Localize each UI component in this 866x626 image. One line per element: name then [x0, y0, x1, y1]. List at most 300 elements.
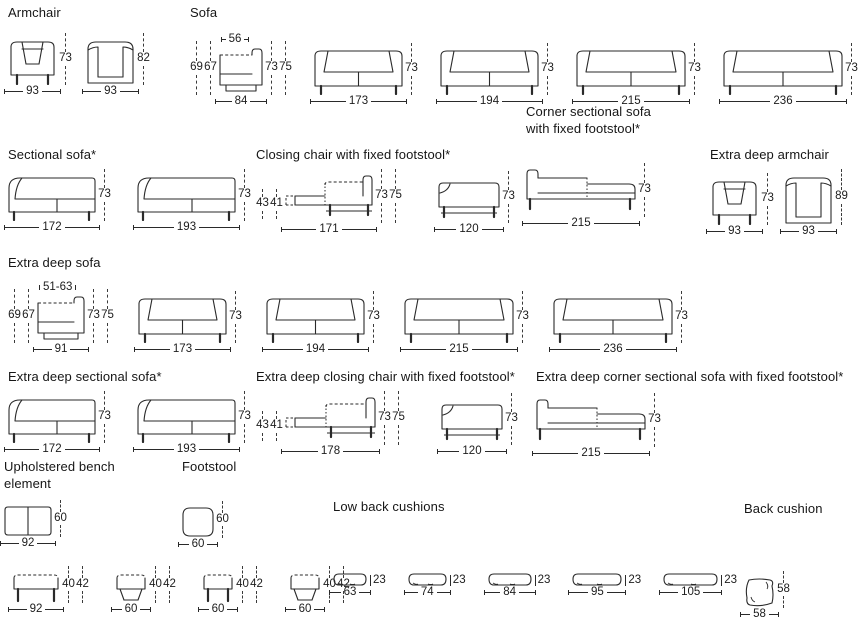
figure-drawing-col	[8, 39, 57, 98]
drawing-sofa_side	[37, 295, 85, 343]
dim-line	[42, 91, 60, 92]
height-dimension	[163, 566, 176, 603]
figure-drawing-col	[285, 175, 373, 236]
figure-drawing-col	[526, 169, 636, 230]
dim-line	[112, 609, 122, 610]
dim-line	[569, 592, 588, 593]
dim-value: 75	[389, 189, 402, 202]
dim-extension-line	[93, 323, 94, 343]
figure-stool_front_trap	[115, 566, 176, 616]
figure-armchair_face	[784, 169, 848, 238]
dim-value: 178	[320, 444, 341, 457]
dim-right	[367, 291, 380, 343]
height-dimension	[59, 33, 72, 85]
dim-line	[359, 592, 370, 593]
dim-extension-line	[262, 211, 263, 219]
dim-top	[221, 33, 249, 46]
figure-main	[314, 43, 418, 108]
dim-end-tick	[517, 347, 518, 352]
figure-drawing-col	[137, 175, 236, 234]
dim-value: 215	[571, 216, 591, 229]
dim-extension-line	[242, 591, 243, 603]
dim-right	[54, 500, 67, 537]
dim-extension-line	[547, 76, 548, 95]
dim-extension-line	[783, 571, 784, 583]
dim-bottom	[0, 537, 56, 550]
figure-main	[663, 573, 737, 599]
height-dimension	[137, 33, 150, 85]
dim-end-tick	[88, 347, 89, 352]
figure-row	[744, 571, 823, 621]
figure-row	[12, 566, 350, 616]
dim-value: 75	[392, 411, 405, 424]
figure-main	[256, 391, 405, 458]
dim-right	[265, 41, 292, 95]
dim-extension-line	[547, 43, 548, 62]
dim-line	[594, 223, 639, 224]
dim-extension-line	[411, 43, 412, 62]
dim-bottom	[404, 586, 451, 599]
dim-extension-line	[169, 566, 170, 578]
figure-drawing-col	[404, 297, 514, 356]
dim-end-tick	[649, 451, 650, 456]
dim-value: 193	[176, 442, 197, 455]
dim-extension-line	[256, 591, 257, 603]
dim-extension-line	[271, 75, 272, 95]
height-dimension	[516, 291, 529, 343]
height-dimension	[405, 43, 418, 95]
dim-value: 60	[298, 602, 312, 615]
figure-cushion_front	[333, 573, 386, 599]
dim-value: 173	[172, 342, 193, 355]
height-dimension	[98, 391, 111, 443]
dim-bottom	[484, 586, 536, 599]
dim-extension-line	[82, 591, 83, 603]
dim-value: 73	[265, 61, 278, 74]
dim-line	[282, 451, 318, 452]
dim-right	[835, 169, 848, 225]
dim-line	[250, 101, 266, 102]
height-dimension	[777, 571, 790, 608]
dim-value: 236	[603, 342, 623, 355]
figure-armchair_front	[8, 33, 72, 98]
dim-extension-line	[244, 391, 245, 410]
figure-main	[115, 566, 176, 616]
dim-line	[573, 101, 618, 102]
figure-drawing-col	[663, 573, 718, 599]
dim-end-tick	[503, 227, 504, 232]
dim-bottom	[4, 85, 61, 98]
section-title: Sectional sofa*	[8, 147, 97, 162]
dim-line	[328, 349, 368, 350]
dim-right	[541, 43, 554, 95]
dim-extension-line	[783, 596, 784, 608]
dim-line	[83, 91, 101, 92]
dim-extension-line	[65, 33, 66, 52]
figure-sofa_front	[266, 291, 380, 356]
section-sofa	[190, 4, 858, 108]
dim-bottom	[198, 603, 238, 616]
height-dimension	[502, 171, 515, 223]
figure-corner_side	[536, 393, 661, 460]
dim-line	[502, 101, 542, 102]
dim-extent-line	[721, 575, 722, 586]
dim-bottom	[4, 443, 100, 456]
drawing-cushion_front	[333, 573, 367, 586]
height-dimension	[392, 391, 405, 445]
figure-sectional_front	[8, 391, 111, 456]
figure-sofa_front	[314, 43, 418, 108]
dim-end-tick	[376, 227, 377, 232]
dim-line	[65, 227, 99, 228]
dim-extension-line	[210, 75, 211, 95]
figure-drawing-col	[137, 397, 236, 456]
dim-value: 93	[104, 84, 117, 97]
figure-corner_side	[526, 163, 651, 230]
figure-drawing-col	[408, 573, 447, 599]
dim-bottom	[134, 343, 231, 356]
dim-value: 75	[101, 309, 114, 322]
dim-value: 73	[845, 62, 858, 75]
dim-value: 194	[305, 342, 326, 355]
dim-right	[149, 566, 176, 603]
figure-main	[137, 169, 251, 234]
drawing-bench_front	[12, 572, 60, 603]
dim-line	[607, 592, 626, 593]
height-dimension	[98, 169, 111, 221]
dim-end-tick	[379, 449, 380, 454]
figure-row	[8, 281, 688, 356]
dim-end-tick	[506, 449, 507, 454]
dim-end-tick	[639, 221, 640, 226]
dim-value: 73	[648, 413, 661, 426]
dim-value: 41	[270, 419, 283, 432]
dim-extent-line	[625, 575, 626, 586]
dim-line	[140, 609, 150, 610]
drawing-sofa_front	[266, 297, 365, 343]
dim-extension-line	[222, 501, 223, 513]
figure-main	[488, 573, 551, 599]
dim-value: 120	[459, 222, 479, 235]
dim-bottom	[549, 343, 677, 356]
figure-drawing-col	[576, 49, 686, 108]
dim-value: 67	[22, 309, 35, 322]
height-dimension	[101, 289, 114, 343]
dim-left	[256, 411, 283, 441]
section-xd_sectional	[8, 368, 251, 456]
figure-stool_front_straight	[202, 566, 263, 616]
drawing-sofa_front	[723, 49, 843, 95]
dim-end-tick	[239, 225, 240, 230]
height-dimension	[389, 169, 402, 223]
dim-bottom	[82, 85, 139, 98]
drawing-armchair_face	[784, 175, 833, 225]
dim-bottom	[4, 221, 100, 234]
height-dimension	[378, 391, 391, 445]
dim-extension-line	[244, 169, 245, 188]
dim-line	[485, 451, 506, 452]
section-title: Armchair	[8, 5, 61, 20]
height-dimension	[761, 173, 774, 225]
dim-value: 40	[149, 577, 162, 590]
dim-extension-line	[398, 425, 399, 445]
dim-extension-line	[262, 189, 263, 197]
dim-right	[502, 171, 515, 223]
dim-extension-line	[68, 566, 69, 578]
dim-line	[9, 609, 27, 610]
dim-right	[238, 169, 251, 221]
section-title: Back cushion	[744, 501, 823, 516]
figure-drawing-col	[572, 573, 622, 599]
figure-drawing-col	[285, 397, 376, 458]
drawing-armchair_front	[710, 179, 759, 225]
dim-value: 73	[59, 52, 72, 65]
dim-extension-line	[107, 323, 108, 343]
height-dimension	[62, 566, 75, 603]
figure-main	[710, 173, 774, 238]
dim-extension-line	[694, 43, 695, 62]
figure-main	[441, 393, 518, 458]
figure-main	[333, 573, 386, 599]
dim-extension-line	[276, 189, 277, 197]
dim-line	[660, 592, 678, 593]
dim-bottom	[285, 603, 325, 616]
dim-value: 43	[256, 419, 269, 432]
dim-end-tick	[762, 229, 763, 234]
height-dimension	[54, 500, 67, 537]
dim-line	[195, 349, 230, 350]
dim-end-tick	[676, 347, 677, 352]
dim-line	[134, 227, 174, 228]
dim-right	[62, 566, 89, 603]
dim-line	[227, 609, 237, 610]
drawing-cushion_front	[663, 573, 718, 586]
dim-line	[263, 349, 303, 350]
figure-main	[408, 573, 466, 599]
dim-line	[626, 349, 676, 350]
dim-value: 73	[229, 310, 242, 323]
figure-main	[404, 291, 529, 356]
dim-end-tick	[55, 541, 56, 546]
dim-right	[450, 575, 466, 587]
dim-value: 60	[124, 602, 138, 615]
dim-end-tick	[535, 590, 536, 595]
dim-line	[199, 609, 209, 610]
dim-end-tick	[230, 347, 231, 352]
figure-drawing-col	[266, 297, 365, 356]
dim-value: 105	[681, 585, 701, 598]
drawing-stool_front_straight	[202, 572, 234, 603]
dim-extension-line	[196, 75, 197, 95]
figure-chaise_side	[256, 391, 405, 458]
drawing-cushion_front	[488, 573, 532, 586]
figure-drawing-col	[4, 506, 52, 550]
section-title: Extra deep sectional sofa*	[8, 369, 162, 384]
dim-extension-line	[395, 169, 396, 189]
dim-line	[199, 449, 239, 450]
dim-bottom	[740, 608, 779, 621]
dim-bottom	[706, 225, 763, 238]
section-title: Extra deep closing chair with fixed footstool*	[256, 369, 515, 384]
figure-drawing-col	[744, 577, 775, 621]
figure-row	[190, 33, 858, 108]
figure-stool_chair_side	[441, 393, 518, 458]
dim-right	[216, 501, 229, 538]
dim-line	[438, 451, 459, 452]
dim-right	[378, 391, 405, 445]
dim-bottom	[568, 586, 626, 599]
dim-extension-line	[398, 391, 399, 411]
figure-stool_chair_side	[438, 171, 515, 236]
section-xd_sofa	[8, 254, 688, 356]
dim-extension-line	[104, 169, 105, 188]
dim-bottom	[780, 225, 837, 238]
dim-left	[256, 189, 283, 219]
height-dimension	[270, 189, 283, 219]
height-dimension	[238, 391, 251, 443]
dim-extension-line	[654, 393, 655, 413]
figure-main	[182, 501, 229, 551]
dim-bottom	[133, 221, 240, 234]
dim-end-tick	[99, 225, 100, 230]
dim-extension-line	[65, 66, 66, 85]
dim-line	[437, 592, 450, 593]
dim-line	[707, 231, 725, 232]
figure-drawing-col	[115, 572, 147, 616]
height-dimension	[256, 411, 269, 441]
dim-value: 73	[375, 189, 388, 202]
figure-armchair_face	[86, 33, 150, 98]
dim-value: 172	[42, 442, 62, 455]
dim-value: 193	[176, 220, 197, 233]
dim-value: 42	[76, 577, 89, 590]
dim-bottom	[719, 95, 847, 108]
drawing-footstool_top	[182, 507, 214, 538]
dim-line	[65, 449, 99, 450]
dim-extension-line	[107, 289, 108, 309]
dim-line	[5, 91, 23, 92]
dim-line	[37, 543, 55, 544]
section-footstool	[182, 458, 236, 551]
section-title: Extra deep sofa	[8, 255, 101, 270]
figure-main	[138, 291, 242, 356]
dim-right	[688, 43, 701, 95]
dim-line	[401, 349, 446, 350]
dim-value: 73	[675, 310, 688, 323]
drawing-sectional_front	[137, 397, 236, 443]
drawing-bench_top	[4, 506, 52, 537]
dim-line	[216, 101, 232, 102]
height-dimension	[279, 41, 292, 95]
height-dimension	[256, 189, 269, 219]
figure-sectional_front	[137, 169, 251, 234]
drawing-corner_side	[526, 169, 636, 217]
dim-extension-line	[767, 173, 768, 192]
height-dimension	[76, 566, 89, 603]
figure-row	[536, 393, 843, 460]
figure-drawing-col	[138, 297, 227, 356]
dim-extension-line	[384, 391, 385, 411]
dim-value: 42	[163, 577, 176, 590]
figure-cushion_front	[663, 573, 737, 599]
dim-extension-line	[373, 324, 374, 343]
dim-end-tick	[406, 99, 407, 104]
section-xd_corner	[536, 368, 843, 460]
dim-value: 23	[452, 573, 466, 586]
dim-value: 60	[54, 511, 67, 524]
dim-end-tick	[836, 229, 837, 234]
figure-main	[526, 163, 651, 230]
drawing-sofa_front	[553, 297, 673, 343]
dim-line	[135, 349, 170, 350]
dim-right	[87, 289, 114, 343]
dim-extension-line	[841, 204, 842, 225]
dim-end-tick	[370, 590, 371, 595]
dim-extension-line	[381, 169, 382, 189]
dim-extension-line	[93, 289, 94, 309]
dim-extension-line	[511, 426, 512, 445]
figure-row	[256, 169, 515, 236]
height-dimension	[216, 501, 229, 538]
dim-value: 23	[724, 573, 737, 586]
dim-value: 23	[628, 573, 642, 586]
dim-line	[1, 543, 19, 544]
dim-extension-line	[411, 76, 412, 95]
figure-row	[8, 391, 251, 456]
dim-extension-line	[60, 500, 61, 512]
height-dimension	[265, 41, 278, 95]
figure-row	[333, 573, 737, 599]
drawing-sofa_front	[404, 297, 514, 343]
dim-value: 89	[835, 190, 848, 203]
dim-end-tick	[450, 590, 451, 595]
dim-line	[604, 453, 649, 454]
dim-value: 42	[250, 577, 263, 590]
figure-sofa_side	[190, 33, 292, 108]
height-dimension	[688, 43, 701, 95]
figure-main	[8, 391, 111, 456]
drawing-armchair_face	[86, 39, 135, 85]
dim-extension-line	[242, 566, 243, 578]
height-dimension	[190, 41, 203, 95]
dim-end-tick	[60, 89, 61, 94]
dim-value: 75	[279, 61, 292, 74]
figure-sofa_front	[723, 43, 858, 108]
dim-bottom	[329, 586, 371, 599]
figure-cushion_front	[488, 573, 551, 599]
dim-extension-line	[694, 76, 695, 95]
dim-extension-line	[508, 204, 509, 223]
dim-line	[472, 349, 517, 350]
dim-end-tick	[237, 607, 238, 612]
dim-end-tick	[721, 590, 722, 595]
dim-bottom	[310, 95, 407, 108]
drawing-stool_chair_side	[438, 177, 500, 223]
dim-line	[70, 349, 88, 350]
dim-value: 23	[373, 573, 386, 586]
figure-main	[4, 500, 67, 550]
dim-extension-line	[654, 427, 655, 447]
dim-extension-line	[522, 291, 523, 310]
dim-line	[485, 592, 501, 593]
dim-extension-line	[155, 591, 156, 603]
dim-right	[505, 393, 518, 445]
drawing-sectional_front	[137, 175, 236, 221]
dim-line	[179, 544, 189, 545]
dim-extension-line	[285, 41, 286, 61]
height-dimension	[375, 169, 388, 223]
figure-drawing-col	[86, 39, 135, 98]
